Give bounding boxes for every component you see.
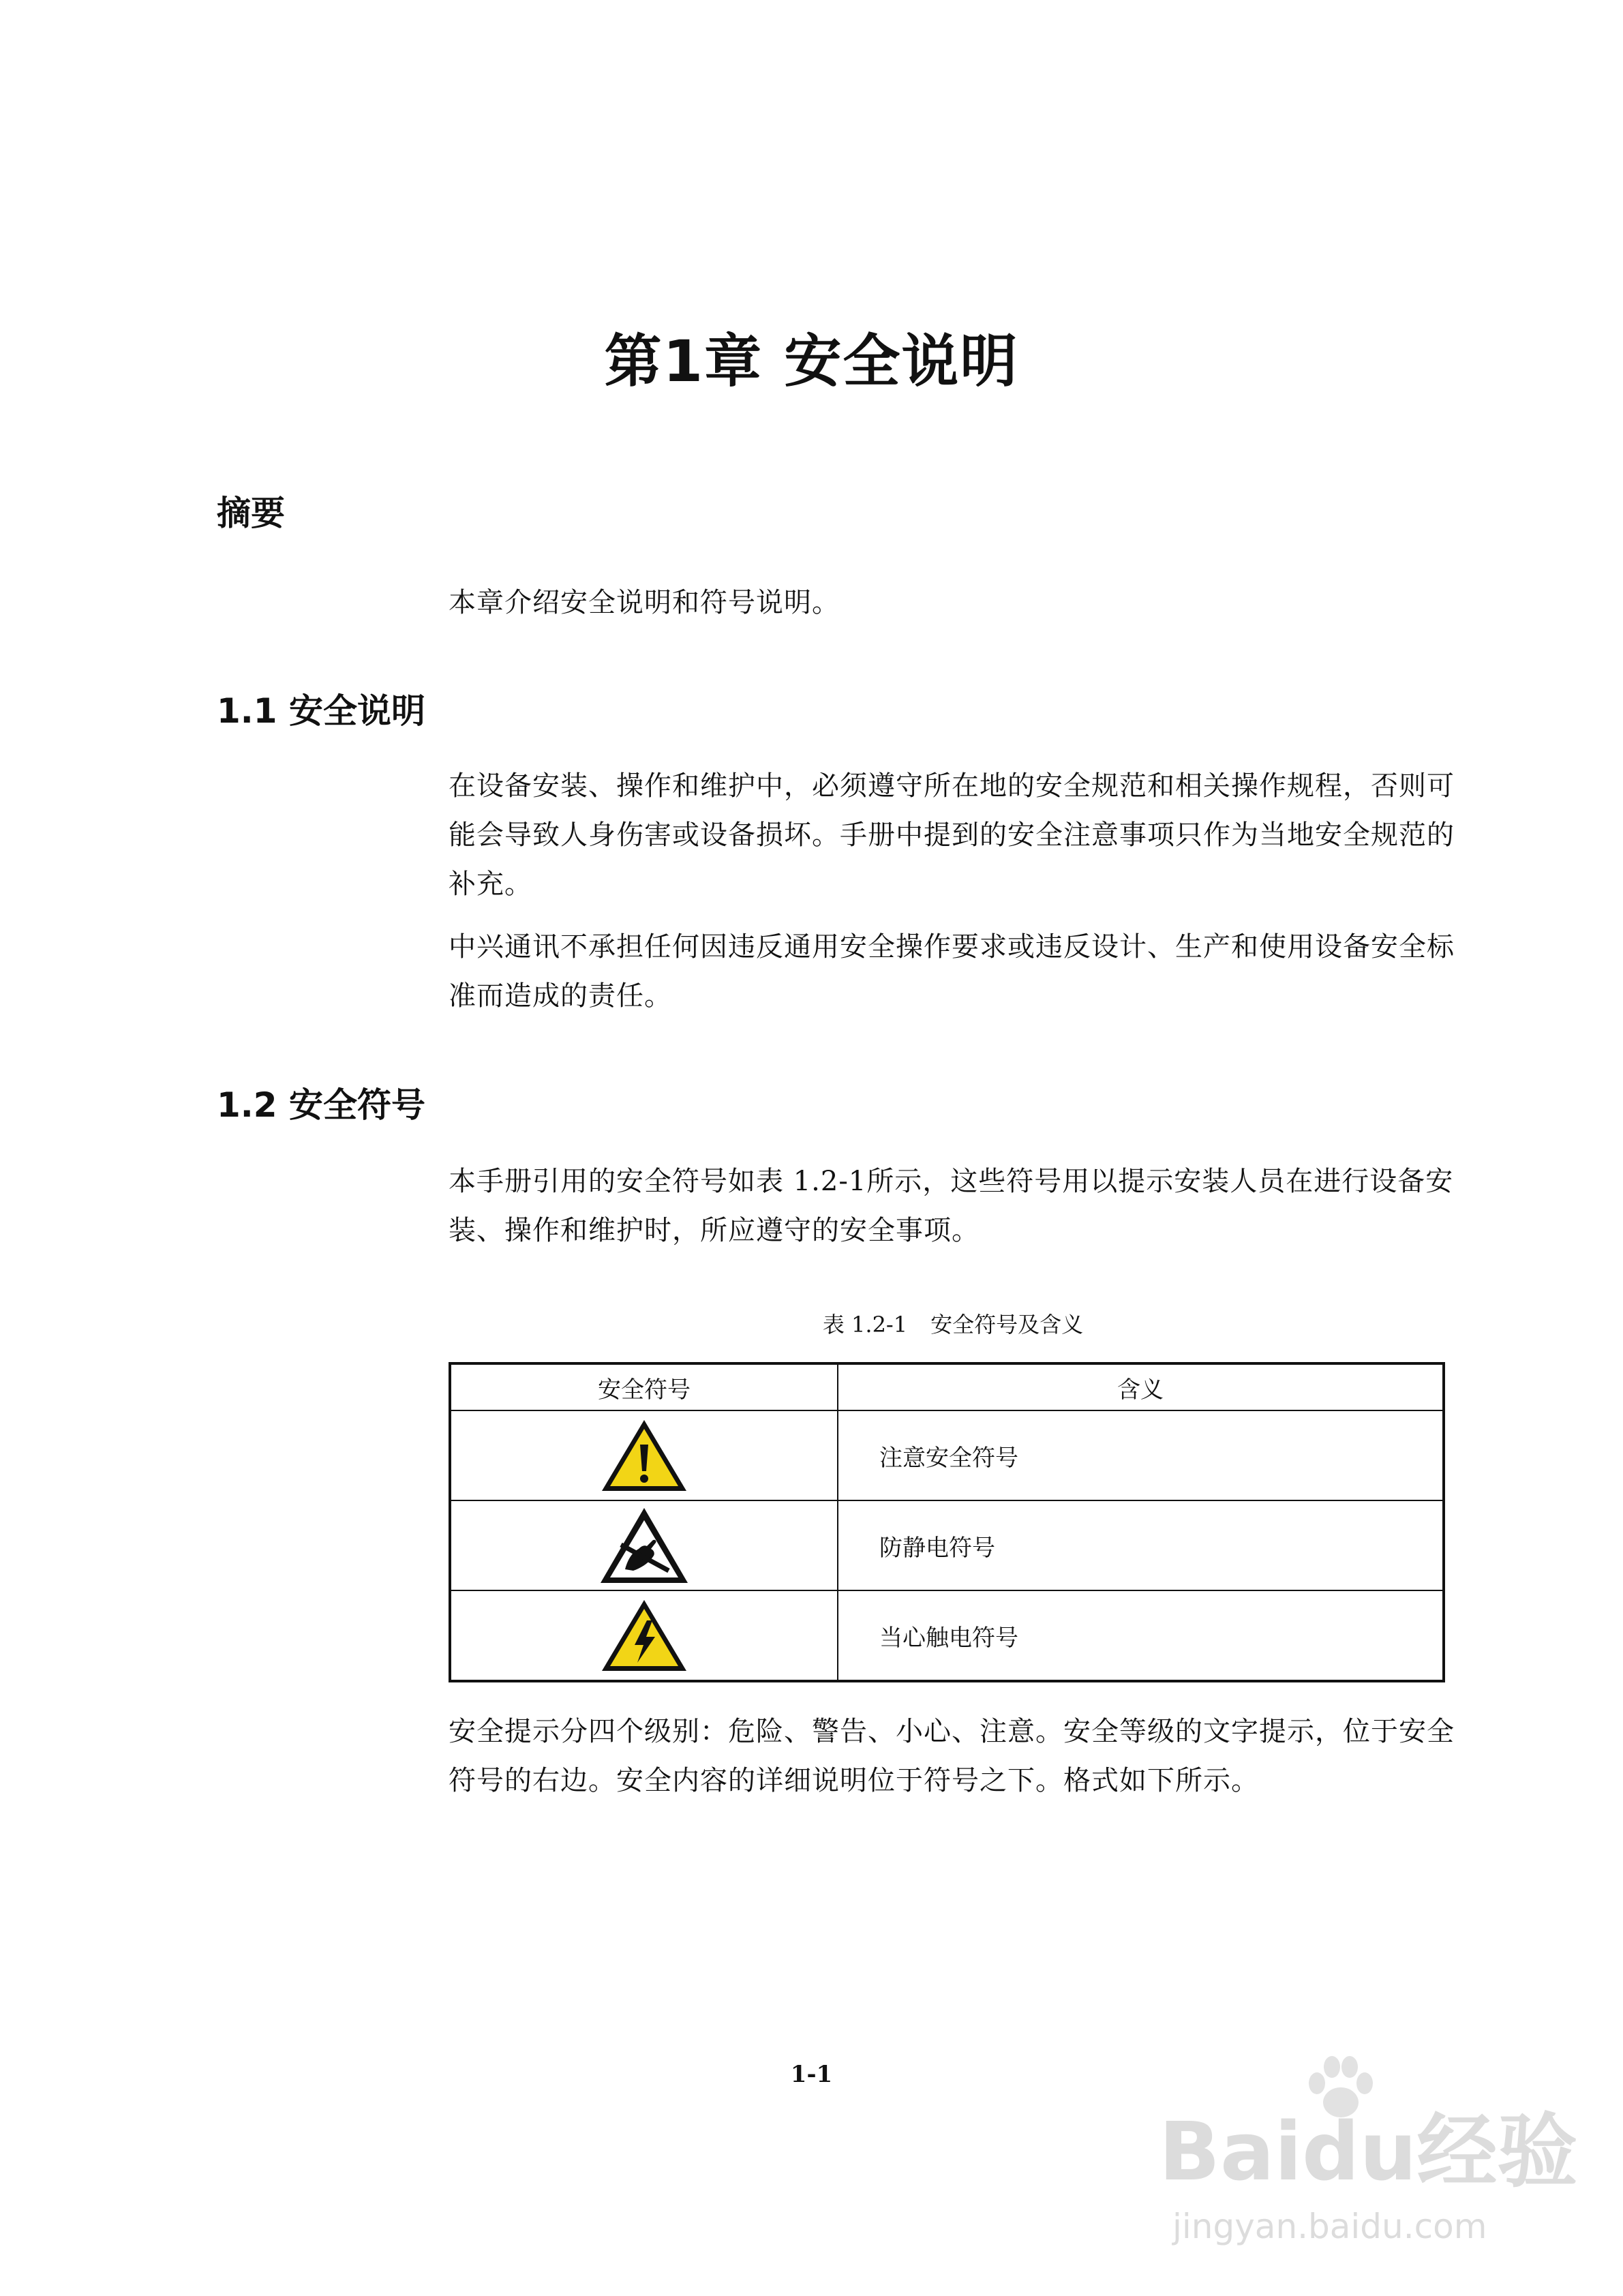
baidu-watermark [1159,2052,1578,2256]
esd-antistatic-icon [598,1505,691,1586]
watermark-logo: Baidu经验 [1159,2104,1578,2199]
section-1-1-paragraph-1: 在设备安装、操作和维护中，必须遵守所在地的安全规范和相关操作规程，否则可能会导致人身伤害或设备损坏。手册中提到的安全注意事项只作为当地安全规范的补充。 [449,770,1455,900]
watermark-url: jingyan.baidu.com [1172,2207,1487,2246]
chapter-title: 第1章 安全说明 [604,328,1019,395]
table-caption-number: 表 1.2-1 [822,1312,908,1338]
symbol-cell [450,1410,838,1500]
header-symbol: 安全符号 [450,1363,838,1410]
summary-text: 本章介绍安全说明和符号说明。 [449,587,840,618]
header-meaning: 含义 [838,1363,1444,1410]
table-header-row [450,1363,1444,1410]
table-caption-title: 安全符号及含义 [930,1312,1084,1338]
section-1-1-heading: 1.1 安全说明 [217,691,425,731]
meaning-cell: 当心触电符号 [838,1590,1444,1681]
table-row [450,1590,1444,1681]
symbol-cell [450,1500,838,1590]
summary-heading: 摘要 [217,494,285,533]
symbol-cell [450,1590,838,1681]
table-caption [449,1308,1457,1342]
section-1-1-paragraph-2: 中兴通讯不承担任何因违反通用安全操作要求或违反设计、生产和使用设备安全标准而造成的责任。 [449,931,1455,1012]
meaning-cell: 注意安全符号 [838,1410,1444,1500]
meaning-cell: 防静电符号 [838,1500,1444,1590]
page-number: 1-1 [790,2061,833,2088]
table-row [450,1410,1444,1500]
section-1-2-paragraph: 本手册引用的安全符号如表 1.2-1所示，这些符号用以提示安装人员在进行设备安装、操作和维护时，所应遵守的安全事项。 [449,1166,1454,1246]
section-1-2-heading: 1.2 安全符号 [217,1085,425,1125]
safety-levels-text: 安全提示分四个级别：危险、警告、小心、注意。安全等级的文字提示，位于安全符号的右边。安全内容的详细说明位于符号之下。格式如下所示。 [449,1716,1455,1796]
safety-symbols-table [449,1362,1445,1682]
electric-shock-icon [599,1597,689,1674]
warning-triangle-icon [599,1417,689,1494]
table-row [450,1500,1444,1590]
